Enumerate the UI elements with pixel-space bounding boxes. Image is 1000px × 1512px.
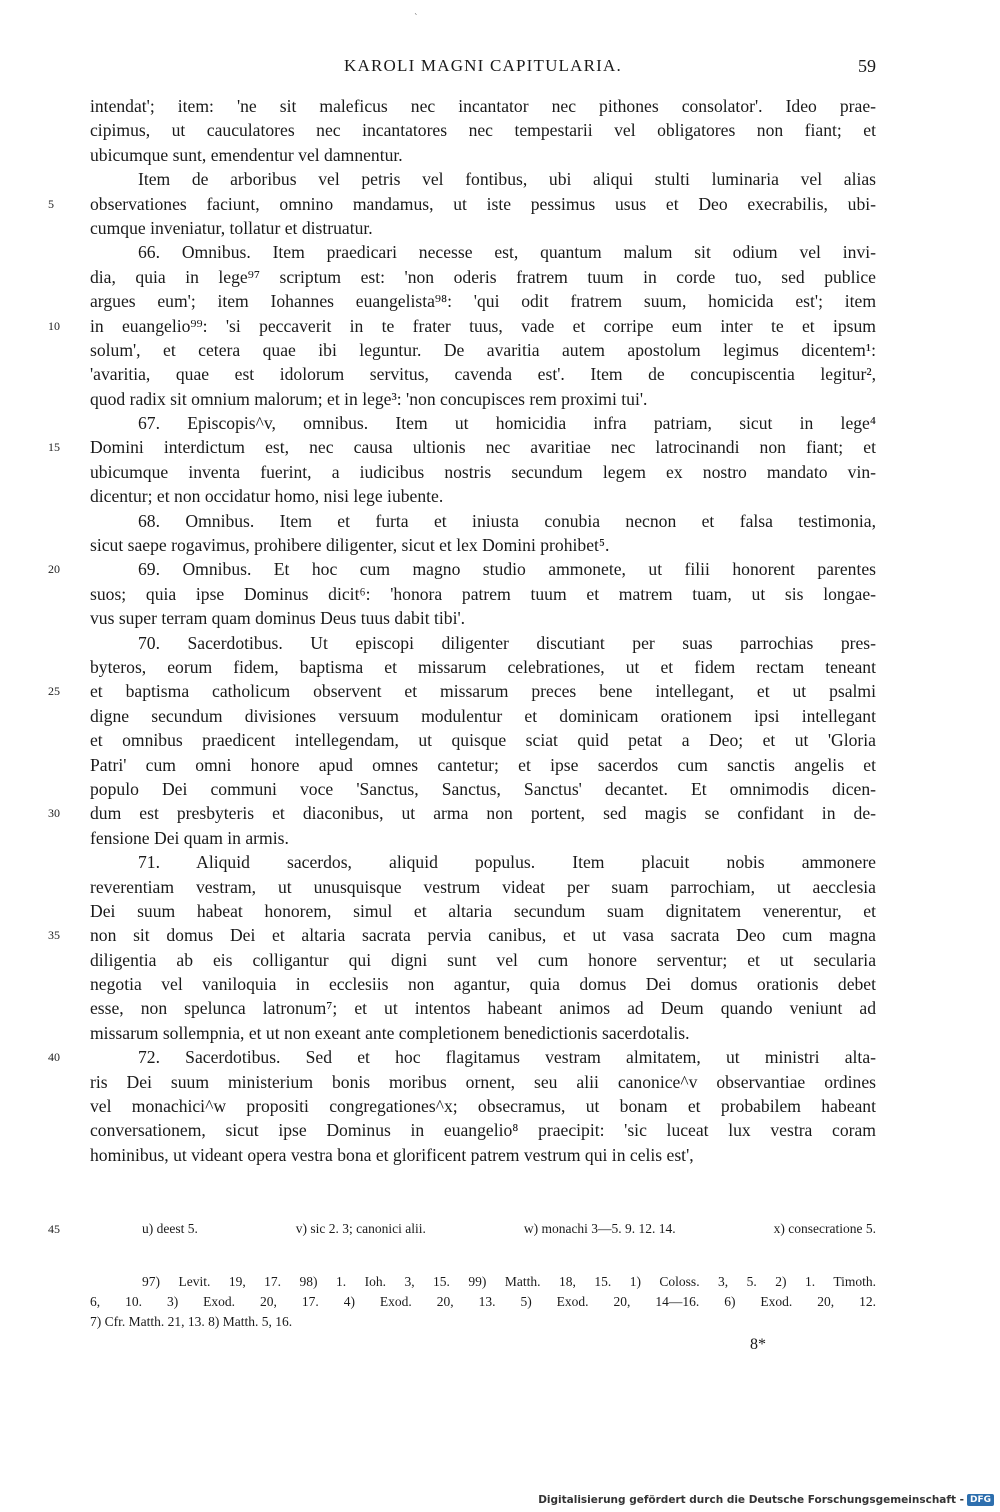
line-number: 30 — [48, 806, 60, 821]
text-line — [48, 314, 876, 338]
line-number: 45 — [48, 1222, 60, 1236]
text-line — [90, 460, 876, 484]
footnote-line: 6, 10. 3) Exod. 20, 17. 4) Exod. 20, 13. 5) Exod. 20, 14—16. 6) Exod. 20, 12. — [90, 1294, 876, 1309]
text-line — [90, 509, 876, 533]
text-line-content: 66. Omnibus. Item praedicari necesse est, quantum malum sit odium vel invi- — [138, 242, 876, 263]
text-line — [90, 606, 876, 630]
text-line — [90, 240, 876, 264]
text-line — [48, 192, 876, 216]
text-line-content: populo Dei communi voce 'Sanctus, Sanctus, Sanctus' decantet. Et omnimodis dicen- — [90, 778, 876, 799]
text-line — [90, 118, 876, 142]
text-line — [90, 362, 876, 386]
text-line-content: Dei suum habeat honorem, simul et altaria secundum suam dignitatem venerentur, et — [90, 900, 876, 921]
text-line-content: conversationem, sicut ipse Dominus in euangelio⁸ praecipit: 'sic luceat lux vestra coram — [90, 1120, 876, 1141]
text-line — [90, 826, 876, 850]
text-line-content: hominibus, ut videant opera vestra bona et glorificent patrem vestrum qui in celis est', — [90, 1144, 694, 1165]
text-line — [90, 631, 876, 655]
text-line-content: 68. Omnibus. Item et furta et iniusta conubia necnon et falsa testimonia, — [138, 510, 876, 531]
text-line — [90, 167, 876, 191]
text-line — [90, 777, 876, 801]
text-line-content: Item de arboribus vel petris vel fontibus, ubi aliqui stulti luminaria vel alias — [138, 169, 876, 190]
text-line — [90, 289, 876, 313]
text-line-content: 'avaritia, quae est idolorum servitus, cavenda est'. Item de concupiscentia legitur², — [90, 364, 876, 385]
text-line — [90, 484, 876, 508]
line-number: 35 — [48, 928, 60, 943]
text-line-content: 71. Aliquid sacerdos, aliquid populus. Item placuit nobis ammonere — [138, 852, 876, 873]
text-line — [48, 435, 876, 459]
text-line-content: argues eum'; item Iohannes euangelista⁹⁸: 'qui odit fratrem suum, homicida est'; item — [90, 291, 876, 312]
text-line — [90, 996, 876, 1020]
apparatus-entry: x) consecratione 5. — [773, 1221, 876, 1236]
text-line-content: 72. Sacerdotibus. Sed et hoc flagitamus vestram almitatem, ut ministri alta- — [138, 1047, 876, 1068]
text-line-content: digne secundum divisiones versuum modulentur et dominicam orationem ipsi intellegant — [90, 705, 876, 726]
line-number: 15 — [48, 440, 60, 455]
text-line-content: dia, quia in lege⁹⁷ scriptum est: 'non oderis fratrem tuum in corde tuo, sed publice — [90, 266, 876, 287]
text-line — [90, 94, 876, 118]
text-line-content: dum est presbyteris et diaconibus, ut arma non portent, sed magis se confidant in de- — [90, 803, 876, 824]
text-line — [90, 338, 876, 362]
text-line-content: non sit domus Dei et altaria sacrata pervia canibus, et ut vasa sacrata Deo cum magna — [90, 925, 876, 946]
gathering-signature: 8* — [750, 1336, 766, 1353]
text-line — [48, 923, 876, 947]
text-line — [90, 753, 876, 777]
text-line — [90, 265, 876, 289]
text-line — [90, 1021, 876, 1045]
scan-mark: ` — [414, 14, 419, 24]
text-line — [48, 557, 876, 581]
text-line-content: solum', et cetera quae ibi leguntur. De avaritia autem apostolum legimus dicentem¹: — [90, 339, 876, 360]
critical-apparatus — [48, 1218, 876, 1240]
apparatus-entry: v) sic 2. 3; canonici alii. — [295, 1221, 426, 1236]
page-header — [90, 56, 876, 84]
text-line-content: ubicumque inventa fuerint, a iudicibus nostris secundum legem ex nostro mandato vin- — [90, 461, 876, 482]
text-line-content: dicentur; et non occidatur homo, nisi lege iubente. — [90, 486, 444, 507]
line-number: 5 — [48, 196, 54, 211]
text-line-content: Patri' cum omni honore apud omnes cantetur; et ipse sacerdos cum sanctis angelis et — [90, 754, 876, 775]
text-line-content: in euangelio⁹⁹: 'si peccaverit in te frater tuus, vade et corripe eum inter te et ipsum — [90, 315, 876, 336]
text-line-content: intendat'; item: 'ne sit maleficus nec incantator nec pithones consolator'. Ideo prae- — [90, 96, 876, 116]
dfg-banner[interactable] — [538, 1492, 994, 1508]
text-line — [90, 899, 876, 923]
line-number: 40 — [48, 1050, 60, 1065]
line-number: 20 — [48, 562, 60, 577]
text-line-content: Domini interdictum est, nec causa ultionis nec avaritiae nec latrocinandi non fiant; et — [90, 437, 876, 458]
text-line — [90, 143, 876, 167]
text-line — [90, 704, 876, 728]
text-line-content: negotia vel vaniloquia in ecclesiis non agantur, quia domus Dei domus orationis debet — [90, 974, 876, 995]
text-line — [90, 850, 876, 874]
text-line-content: fensione Dei quam in armis. — [90, 827, 289, 848]
text-line — [90, 1094, 876, 1118]
page-number: 59 — [858, 56, 876, 76]
dfg-logo-icon: DFG — [967, 1494, 994, 1506]
text-line-content: esse, non spelunca latronum⁷; et ut intentos habeant animos ad Deum quando veniunt ad — [90, 998, 876, 1019]
text-line — [90, 582, 876, 606]
line-number: 25 — [48, 684, 60, 699]
footnotes — [90, 1272, 876, 1332]
text-line — [48, 801, 876, 825]
text-line — [48, 1045, 876, 1069]
text-line — [90, 972, 876, 996]
footnote-line: 7) Cfr. Matth. 21, 13. 8) Matth. 5, 16. — [90, 1314, 293, 1329]
text-line-content: cumque inveniatur, tollatur et distruatur. — [90, 217, 373, 238]
text-line-content: byteros, eorum fidem, baptisma et missarum celebrationes, ut et fidem rectam teneant — [90, 656, 876, 677]
text-line — [90, 411, 876, 435]
text-line-content: missarum sollempnia, et ut non exeant ante completionem benedictionis sacerdotalis. — [90, 1022, 690, 1043]
text-line — [90, 875, 876, 899]
text-line — [90, 1143, 876, 1167]
text-line — [90, 533, 876, 557]
text-line-content: sicut saepe rogavimus, prohibere diligenter, sicut et lex Domini prohibet⁵. — [90, 535, 610, 556]
text-line-content: diligentia ab eis colligantur qui digni sunt vel cum honore serventur; et ut secularia — [90, 949, 876, 970]
text-line-content: 67. Episcopis^v, omnibus. Item ut homicidia infra patriam, sicut in lege⁴ — [138, 413, 876, 434]
main-text — [48, 94, 876, 1167]
text-line-content: et omnibus praedicent intellegendam, ut quisque sciat quid petat a Deo; et ut 'Gloria — [90, 730, 876, 751]
apparatus-entry: w) monachi 3—5. 9. 12. 14. — [523, 1221, 676, 1236]
text-line-content: vus super terram quam dominus Deus tuus dabit tibi'. — [90, 608, 466, 629]
text-line-content: cipimus, ut cauculatores nec incantatores nec tempestarii vel obligatores non fiant; et — [90, 120, 876, 141]
text-line-content: et baptisma catholicum observent et missarum preces bene intellegant, et ut psalmi — [90, 681, 876, 702]
footnote-line: 97) Levit. 19, 17. 98) 1. Ioh. 3, 15. 99) Matth. 18, 15. 1) Coloss. 3, 5. 2) 1. Timoth. — [142, 1274, 876, 1289]
text-line-content: 69. Omnibus. Et hoc cum magno studio ammonete, ut filii honorent parentes — [138, 559, 876, 580]
dfg-banner-text: Digitalisierung gefördert durch die Deutsche Forschungsgemeinschaft - — [538, 1494, 964, 1506]
text-line-content: ris Dei suum ministerium bonis moribus ornent, seu alii canonice^v observantiae ordines — [90, 1071, 876, 1092]
text-line — [48, 679, 876, 703]
line-number: 10 — [48, 318, 60, 333]
text-line — [90, 387, 876, 411]
apparatus-entry: u) deest 5. — [142, 1221, 198, 1236]
text-line — [90, 728, 876, 752]
text-line — [90, 1070, 876, 1094]
text-line — [90, 216, 876, 240]
text-line — [90, 1118, 876, 1142]
text-line-content: vel monachici^w propositi congregationes^x; obsecramus, ut bonam et probabilem habeant — [90, 1096, 876, 1117]
text-line — [90, 655, 876, 679]
text-line-content: suos; quia ipse Dominus dicit⁶: 'honora patrem tuum et matrem tuam, ut sis longae- — [90, 583, 876, 604]
text-line-content: reverentiam vestram, ut unusquisque vestrum videat per suam parrochiam, ut aecclesia — [90, 876, 876, 897]
text-line-content: ubicumque sunt, emendentur vel damnentur. — [90, 144, 403, 165]
text-line — [90, 948, 876, 972]
running-head: KAROLI MAGNI CAPITULARIA. — [344, 56, 622, 75]
text-line-content: 70. Sacerdotibus. Ut episcopi diligenter discutiant per suas parrochias pres- — [138, 632, 876, 653]
text-line-content: observationes faciunt, omnino mandamus, ut iste pessimus usus et Deo execrabilis, ubi- — [90, 193, 876, 214]
text-line-content: quod radix sit omnium malorum; et in lege³: 'non concupisces rem proximi tui'. — [90, 388, 648, 409]
